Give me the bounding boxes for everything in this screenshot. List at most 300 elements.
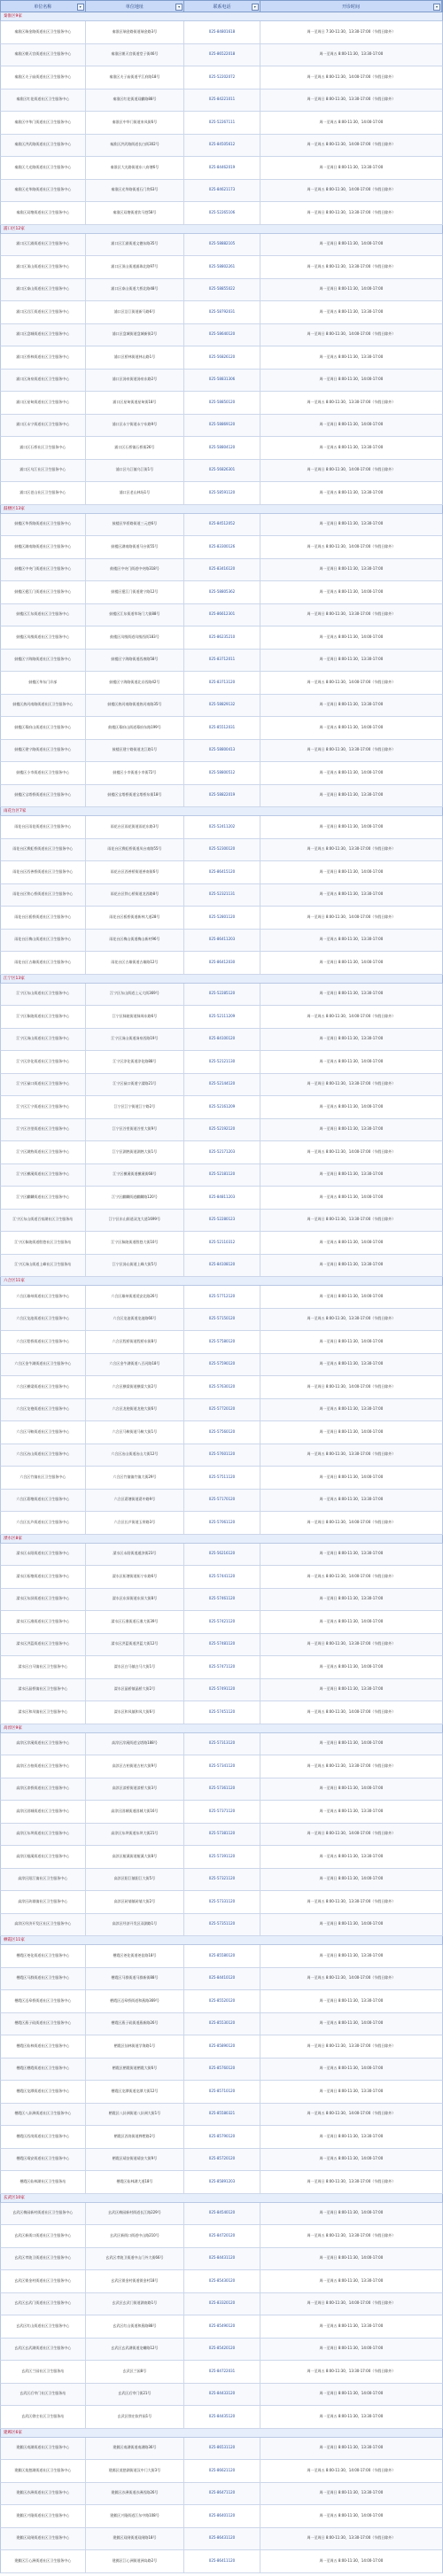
column-header-label: 开诊时间 [341, 4, 360, 10]
cell-hours: 周一至周日 8:00-11:30，14:00-17:00 [319, 823, 384, 829]
cell-phone[interactable]: 025-58805362 [184, 581, 260, 603]
cell-address: 雨花台区雨花街道雨花东路3号 [86, 816, 185, 838]
cell-phone[interactable]: 025-84722031 [184, 2361, 260, 2383]
cell-name: 秦淮区夫子庙街道社区卫生服务中心 [1, 66, 86, 89]
cell-name: 鼓楼区建宁路街道社区卫生服务中心 [1, 740, 86, 762]
cell-phone[interactable]: 025-58800413 [184, 740, 260, 762]
cell-phone[interactable]: 025-58850120 [184, 392, 260, 414]
table-row [0, 2149, 443, 2172]
cell-address: 鼓楼区建宁路街道龙江路1号 [86, 740, 185, 762]
cell-phone[interactable]: 025-57630120 [184, 1376, 260, 1398]
cell-address: 雨花台区古雄街道古雄路12号 [86, 952, 185, 974]
table-row [0, 1354, 443, 1377]
table-row [0, 157, 443, 180]
cell-phone[interactable]: 025-56216120 [184, 1544, 260, 1566]
cell-address: 雨花台区赛虹桥街道凤台南路55号 [86, 839, 185, 861]
cell-name: 六合区金牛湖街道社区卫生服务中心 [1, 1354, 86, 1376]
cell-phone[interactable]: 025-86522018 [184, 44, 260, 66]
cell-address: 溧水区晶桥镇晶桥大街2号 [86, 1679, 185, 1701]
column-header-address[interactable] [86, 1, 185, 12]
cell-address: 浦口区江浦街道文德东路35号 [86, 234, 185, 256]
cell-hours: 周一至周日 8:00-11:30，13:30-17:00 [319, 566, 384, 572]
cell-address: 六合区横梁街道横梁大街2号 [86, 1376, 185, 1398]
cell-phone[interactable]: 025-52801120 [184, 907, 260, 929]
cell-address: 建邺区江心洲街道洲岛路2号 [86, 2550, 185, 2572]
cell-hours: 周一至周五 8:00-11:30，13:30-17:00 [319, 1406, 384, 1412]
cell-phone[interactable]: 025-57421120 [184, 1611, 260, 1633]
cell-hours: 周一至周日 8:00-11:30，14:00-17:00（节假日除外） [307, 467, 396, 472]
cell-phone[interactable]: 025-57351120 [184, 1914, 260, 1936]
cell-phone[interactable]: 025-58591120 [184, 482, 260, 504]
cell-phone[interactable]: 025-52161209 [184, 1096, 260, 1118]
cell-phone[interactable]: 025-57170120 [184, 1490, 260, 1512]
cell-phone[interactable]: 025-86411203 [184, 930, 260, 952]
cell-hours: 周一至周五 8:00-11:30，13:30-17:00（节假日除外） [307, 2232, 396, 2237]
cell-address: 栖霞区仙林街道学海路1号 [86, 2035, 185, 2058]
cell-hours: 周一至周日 8:00-11:30，13:30-17:00（节假日除外） [307, 747, 396, 752]
cell-phone[interactable]: 025-85760120 [184, 2058, 260, 2081]
cell-name: 建邺区江心洲街道社区卫生服务中心 [1, 2550, 86, 2572]
cell-phone[interactable]: 025-56826120 [184, 346, 260, 369]
cell-phone[interactable]: 025-84462019 [184, 157, 260, 179]
cell-hours: 周一至周五 8:00-11:30，13:30-17:00 [319, 1361, 384, 1366]
cell-address: 玄武区梅园新村街道长江路229号 [86, 2203, 185, 2225]
cell-name: 高淳区桠溪街道社区卫生服务中心 [1, 1846, 86, 1868]
cell-phone[interactable]: 025-58802261 [184, 256, 260, 278]
cell-phone[interactable]: 025-57381120 [184, 1824, 260, 1846]
cell-name: 六合区长芦街道社区卫生服务中心 [1, 1512, 86, 1534]
cell-address: 玄武区锁金村街道锁金村18号 [86, 2270, 185, 2292]
cell-phone[interactable]: 025-57720120 [184, 1399, 260, 1421]
cell-hours: 周一至周五 8:00-11:30，14:00-17:00 [319, 634, 384, 639]
cell-address: 江宁区麒麟街道麒麟路120号 [86, 1187, 185, 1209]
cell-phone[interactable]: 025-52121130 [184, 1051, 260, 1073]
cell-address: 浦口区老山林场1号 [86, 482, 185, 504]
cell-phone[interactable]: 025-58822019 [184, 785, 260, 807]
cell-name: 秦淮区红花街道社区卫生服务中心 [1, 89, 86, 112]
cell-address: 江宁区汤山街道汤泉西路19号 [86, 1029, 185, 1051]
cell-hours: 周一至周五 8:00-11:30，13:30-17:00 [319, 308, 384, 314]
cell-phone[interactable]: 025-84811203 [184, 1187, 260, 1209]
cell-address: 玄武区红山街道和燕路88号 [86, 2315, 185, 2338]
cell-phone[interactable]: 025-58829132 [184, 695, 260, 717]
table-row [0, 581, 443, 604]
cell-name: 六合区横梁街道社区卫生服务中心 [1, 1376, 86, 1398]
table-row [0, 2248, 443, 2271]
cell-phone[interactable]: 025-85580120 [184, 1945, 260, 1967]
table-row [0, 1701, 443, 1724]
cell-name: 秦淮区朝天宫街道社区卫生服务中心 [1, 44, 86, 66]
cell-hours: 周一至周日 8:00-11:30，14:00-17:00 [319, 1740, 384, 1746]
cell-phone[interactable]: 025-85430120 [184, 2270, 260, 2292]
cell-phone[interactable]: 025-83713120 [184, 672, 260, 694]
table-row [0, 1029, 443, 1052]
cell-hours: 周一至周五 8:00-11:30，13:30-17:00 [319, 2413, 384, 2418]
cell-phone[interactable]: 025-58855022 [184, 279, 260, 301]
cell-phone[interactable]: 025-57590120 [184, 1354, 260, 1376]
cell-phone[interactable]: 025-52192120 [184, 1119, 260, 1141]
cell-phone[interactable]: 025-57580120 [184, 1331, 260, 1353]
cell-phone[interactable]: 025-83416120 [184, 559, 260, 581]
cell-phone[interactable]: 025-84801618 [184, 21, 260, 43]
cell-phone[interactable]: 025-52171203 [184, 1141, 260, 1163]
cell-phone[interactable]: 025-57441120 [184, 1566, 260, 1588]
cell-phone[interactable]: 025-84100120 [184, 1029, 260, 1051]
cell-phone[interactable]: 025-86235210 [184, 626, 260, 649]
cell-phone[interactable]: 025-84431120 [184, 2248, 260, 2270]
cell-phone[interactable]: 025-52280123 [184, 1210, 260, 1232]
cell-phone[interactable]: 025-57150120 [184, 1309, 260, 1331]
cell-address: 浦口区汤泉街道汤泉东路2号 [86, 370, 185, 392]
cell-phone[interactable]: 025-85490120 [184, 2315, 260, 2338]
table-row [0, 1566, 443, 1589]
table-row [0, 1006, 443, 1029]
cell-address: 浦口区顶山街道浦珠北路97号 [86, 256, 185, 278]
cell-phone[interactable]: 025-85512031 [184, 717, 260, 739]
cell-hours: 周一至周五 8:00-11:30，14:00-17:00 [319, 724, 384, 729]
cell-hours: 周一至周日 8:00-11:30，13:30-17:00 [319, 521, 384, 526]
cell-name: 雨花台区赛虹桥街道社区卫生服务中心 [1, 839, 86, 861]
cell-phone[interactable]: 025-57560120 [184, 1421, 260, 1444]
table-row [0, 1164, 443, 1187]
cell-name: 六合区竹镇社区卫生服务中心 [1, 1467, 86, 1489]
cell-phone[interactable]: 025-52265106 [184, 202, 260, 224]
cell-phone[interactable]: 025-52285120 [184, 984, 260, 1006]
cell-phone[interactable]: 025-86531120 [184, 2438, 260, 2460]
cell-name: 浦口区永宁街道社区卫生服务中心 [1, 415, 86, 437]
cell-phone[interactable]: 025-57451120 [184, 1701, 260, 1724]
cell-address: 鼓楼区凤凰街道凤凰西街183号 [86, 626, 185, 649]
cell-address: 建邺区沙洲街道沙洲西路26号 [86, 2483, 185, 2505]
table-row [0, 346, 443, 370]
cell-name: 鼓楼区中央门街道社区卫生服务中心 [1, 559, 86, 581]
column-header-label: 单位名称 [34, 4, 52, 10]
cell-hours: 周一至周日 7:30-11:30，13:30-17:00（节假日除外） [307, 28, 396, 34]
cell-address: 江宁区东山街道双龙大道1699号 [86, 1210, 185, 1232]
table-row [0, 1611, 443, 1634]
cell-hours: 周一至周五 8:00-11:30，14:00-17:00 [319, 769, 384, 774]
cell-hours: 周一至周五 8:00-11:30，14:00-17:00（节假日除外） [307, 1013, 396, 1018]
cell-name: 栖霞区燕子矶街道社区卫生服务中心 [1, 2013, 86, 2035]
cell-hours: 周一至周日 8:00-11:30，14:00-17:00 [319, 286, 384, 292]
cell-address: 鼓楼区挹江门街道建宁路12号 [86, 581, 185, 603]
cell-name: 秦淮区双塘街道社区卫生服务中心 [1, 202, 86, 224]
cell-address: 浦口区石桥镇石桥街26号 [86, 437, 185, 459]
cell-hours: 周一至周日 8:00-11:30，13:30-17:00 [319, 1262, 384, 1267]
cell-hours: 周一至周日 8:00-11:30，14:00-17:00（节假日除外） [307, 1831, 396, 1836]
cell-address: 鼓楼区幕府山街道幕府东路199号 [86, 717, 185, 739]
cell-address: 浦口区乌江镇乌江街1号 [86, 460, 185, 482]
table-row [0, 2460, 443, 2483]
filter-dropdown-icon[interactable]: ▾ [433, 4, 440, 11]
cell-address: 六合区长芦街道玉带路3号 [86, 1512, 185, 1534]
cell-phone[interactable]: 025-57712120 [184, 1286, 260, 1308]
cell-phone[interactable]: 025-86471120 [184, 2483, 260, 2505]
table-row [0, 884, 443, 907]
cell-address: 高淳区砖墙镇砖墙大街2号 [86, 1891, 185, 1913]
cell-phone[interactable]: 025-84433120 [184, 2384, 260, 2406]
cell-phone[interactable]: 025-57313120 [184, 1733, 260, 1755]
cell-phone[interactable]: 025-52110312 [184, 1232, 260, 1254]
cell-phone[interactable]: 025-86415120 [184, 861, 260, 883]
cell-name: 秦淮区大光路街道社区卫生服务中心 [1, 157, 86, 179]
cell-phone[interactable]: 025-85420120 [184, 2339, 260, 2361]
table-row [0, 1824, 443, 1847]
table-row [0, 1376, 443, 1399]
cell-phone[interactable]: 025-84512052 [184, 514, 260, 536]
cell-address: 鼓楼区宁海路街道北京西路42号 [86, 672, 185, 694]
cell-hours: 周一至周日 8:00-11:30，13:30-17:00 [319, 991, 384, 996]
table-row [0, 2315, 443, 2339]
cell-name: 玄武区兰园社区卫生服务站 [1, 2361, 86, 2383]
cell-phone[interactable]: 025-57321120 [184, 1869, 260, 1891]
cell-address: 秦淮区光华路街道石门坎63号 [86, 180, 185, 202]
cell-phone[interactable]: 025-52111209 [184, 1006, 260, 1028]
cell-address: 高淳区阳江镇阳江大街5号 [86, 1869, 185, 1891]
cell-name: 江宁区东山街道社区卫生服务中心 [1, 984, 86, 1006]
cell-hours: 周一至周日 8:00-11:30，13:30-17:00（节假日除外） [307, 611, 396, 617]
table-row [0, 1914, 443, 1937]
cell-name: 建邺区双闸街道社区卫生服务中心 [1, 2528, 86, 2550]
cell-phone[interactable]: 025-84505612 [184, 135, 260, 157]
cell-address: 六合区程桥街道程桥东街8号 [86, 1331, 185, 1353]
cell-phone[interactable]: 025-57461120 [184, 1589, 260, 1611]
cell-phone[interactable]: 025-84720120 [184, 2225, 260, 2247]
cell-phone[interactable]: 025-57371120 [184, 1801, 260, 1823]
cell-hours: 周一至周日 8:00-11:30，14:00-17:00 [319, 1428, 384, 1434]
column-header-name[interactable] [1, 1, 86, 12]
cell-phone[interactable]: 025-85790120 [184, 2126, 260, 2148]
cell-phone[interactable]: 025-58831306 [184, 370, 260, 392]
section-header: 玄武区10家 [0, 2194, 443, 2203]
cell-phone[interactable]: 025-84435120 [184, 2406, 260, 2428]
cell-phone[interactable]: 025-83320120 [184, 2293, 260, 2315]
cell-name: 秦淮区光华路街道社区卫生服务中心 [1, 180, 86, 202]
cell-name: 雨花台区板桥街道社区卫生服务中心 [1, 907, 86, 929]
cell-hours: 周一至周五 8:00-11:30，13:30-17:00（节假日除外） [307, 263, 396, 268]
cell-name: 玄武区锁金村街道社区卫生服务中心 [1, 2270, 86, 2292]
cell-name: 浦口区桥林街道社区卫生服务中心 [1, 346, 86, 369]
table-row [0, 2361, 443, 2384]
cell-hours: 周一至周五 8:00-11:30，13:30-17:00 [319, 937, 384, 942]
cell-name: 雨花台区铁心桥街道社区卫生服务中心 [1, 884, 86, 907]
cell-hours: 周一至周五 8:00-11:30，14:00-17:00（节假日除外） [307, 2111, 396, 2116]
cell-phone[interactable]: 025-84410120 [184, 1968, 260, 1990]
cell-hours: 周一至周五 8:00-11:30，14:00-17:00 [319, 2066, 384, 2071]
cell-phone[interactable]: 025-85891203 [184, 2171, 260, 2193]
cell-name: 江宁区谷里街道社区卫生服务中心 [1, 1119, 86, 1141]
table-row [0, 2483, 443, 2506]
cell-phone[interactable]: 025-58792031 [184, 301, 260, 323]
table-row [0, 1801, 443, 1824]
cell-hours: 周一至周日 8:00-11:30，14:00-17:00 [319, 2391, 384, 2396]
cell-address: 秦淮区瑞金路街道瑞金路3号 [86, 21, 185, 43]
cell-name: 秦淮区瑞金路街道社区卫生服务中心 [1, 21, 86, 43]
cell-phone[interactable]: 025-84108120 [184, 1255, 260, 1277]
cell-address: 鼓楼区热河南路街道热河南路35号 [86, 695, 185, 717]
cell-phone[interactable]: 025-52321131 [184, 884, 260, 907]
cell-name: 江宁区汤山街道社区卫生服务中心 [1, 1029, 86, 1051]
cell-phone[interactable]: 025-57471120 [184, 1656, 260, 1678]
cell-hours: 周一至周日 8:00-11:30，13:30-17:00（节假日除外） [307, 209, 396, 214]
cell-name: 鼓楼区华东门诊部 [1, 672, 86, 694]
table-row [0, 861, 443, 884]
cell-phone[interactable]: 025-52144120 [184, 1074, 260, 1096]
cell-phone[interactable]: 025-57491120 [184, 1679, 260, 1701]
cell-hours: 周一至周五 8:00-11:30，14:00-17:00 [319, 1618, 384, 1623]
cell-hours: 周一至周五 8:00-11:30，13:30-17:00 [319, 1808, 384, 1813]
cell-phone[interactable]: 025-58804120 [184, 437, 260, 459]
cell-name: 玄武区红山街道社区卫生服务中心 [1, 2315, 86, 2338]
cell-phone[interactable]: 025-52411202 [184, 816, 260, 838]
column-header-hours[interactable] [260, 1, 442, 12]
table-row [0, 816, 443, 839]
cell-name: 栖霞区栖霞街道社区卫生服务中心 [1, 2058, 86, 2081]
cell-name: 六合区程桥街道社区卫生服务中心 [1, 1331, 86, 1353]
section-header: 雨花台区7家 [0, 807, 443, 816]
cell-hours: 周一至周日 8:00-11:30，13:30-17:00 [319, 1171, 384, 1177]
cell-phone[interactable]: 025-85520120 [184, 1990, 260, 2012]
cell-name: 六合区冶山街道社区卫生服务中心 [1, 1444, 86, 1467]
cell-address: 秦淮区夫子庙街道平江府路18号 [86, 66, 185, 89]
table-row [0, 1141, 443, 1164]
cell-address: 六合区竹镇镇竹镇大街29号 [86, 1467, 185, 1489]
cell-address: 高淳区淳溪街道宝塔路188号 [86, 1733, 185, 1755]
cell-hours: 周一至周五 8:00-11:30，14:00-17:00 [319, 2020, 384, 2026]
cell-hours: 周一至周五 8:00-11:30，14:00-17:00（节假日除外） [307, 1975, 396, 1981]
cell-address: 鼓楼区华侨路街道三元巷6号 [86, 514, 185, 536]
cell-name: 江宁区秣陵街道社区卫生服务中心 [1, 1006, 86, 1028]
cell-phone[interactable]: 025-57391120 [184, 1846, 260, 1868]
cell-phone[interactable]: 025-52300120 [184, 839, 260, 861]
cell-phone[interactable]: 025-56826301 [184, 460, 260, 482]
table-row [0, 514, 443, 537]
cell-name: 鼓楼区凤凰街道社区卫生服务中心 [1, 626, 86, 649]
cell-phone[interactable]: 025-57331120 [184, 1891, 260, 1913]
table-row [0, 89, 443, 113]
cell-name: 江宁区汤山街道上峰社区卫生服务站 [1, 1255, 86, 1277]
table-row [0, 930, 443, 953]
cell-phone[interactable]: 025-85710120 [184, 2081, 260, 2103]
cell-hours: 周一至周五 8:00-11:30，14:00-17:00 [319, 2557, 384, 2563]
cell-name: 鼓楼区江东街道社区卫生服务中心 [1, 604, 86, 626]
cell-hours: 周一至周日 8:00-11:30，13:30-17:00（节假日除外） [307, 1081, 396, 1086]
cell-phone[interactable]: 025-58869120 [184, 415, 260, 437]
cell-phone[interactable]: 025-86401120 [184, 2505, 260, 2527]
table-row [0, 604, 443, 627]
cell-address: 高淳区桠溪街道桠溪大街8号 [86, 1846, 185, 1868]
cell-phone[interactable]: 025-52202072 [184, 66, 260, 89]
table-row [0, 672, 443, 695]
cell-name: 浦口区盘城街道社区卫生服务中心 [1, 324, 86, 346]
cell-address: 溧水区柘塘街道柘宁东路6号 [86, 1566, 185, 1588]
cell-phone[interactable]: 025-86621120 [184, 2460, 260, 2482]
cell-hours: 周一至周五 8:00-11:30，14:00-17:00 [319, 1103, 384, 1109]
cell-phone[interactable]: 025-85530120 [184, 2013, 260, 2035]
cell-hours: 周一至周五 8:00-11:30，14:00-17:00（节假日除外） [307, 543, 396, 549]
cell-phone[interactable]: 025-58800512 [184, 762, 260, 784]
cell-name: 鼓楼区小市街道社区卫生服务中心 [1, 762, 86, 784]
cell-phone[interactable]: 025-85580321 [184, 2104, 260, 2126]
table-row [0, 717, 443, 740]
cell-phone[interactable]: 025-52267111 [184, 112, 260, 134]
column-header-phone[interactable] [184, 1, 260, 12]
table-row [0, 437, 443, 460]
filter-dropdown-icon[interactable]: ▾ [77, 4, 84, 11]
cell-address: 浦口区泰山街道大桥北路48号 [86, 279, 185, 301]
cell-name: 高淳区砖墙镇社区卫生服务中心 [1, 1891, 86, 1913]
cell-hours: 周一至周五 8:00-11:30，14:00-17:00（节假日除外） [307, 74, 396, 79]
cell-address: 雨花台区西善桥街道善南街6号 [86, 861, 185, 883]
cell-phone[interactable]: 025-86612301 [184, 604, 260, 626]
filter-dropdown-icon[interactable]: ▾ [252, 4, 259, 11]
cell-address: 玄武区孝陵卫街道中山门外大街66号 [86, 2248, 185, 2270]
cell-phone[interactable]: 025-52181120 [184, 1164, 260, 1187]
cell-hours: 周一至周日 8:00-11:30，13:30-17:00（节假日除外） [307, 1217, 396, 1222]
cell-phone[interactable]: 025-57341120 [184, 1755, 260, 1778]
section-header: 江宁区13家 [0, 975, 443, 984]
filter-dropdown-icon[interactable]: ▾ [175, 4, 183, 11]
cell-phone[interactable]: 025-57361120 [184, 1778, 260, 1801]
cell-hours: 周一至周日 8:00-11:30，14:00-17:00 [319, 1474, 384, 1479]
section-header: 高淳区9家 [0, 1724, 443, 1733]
table-row [0, 2081, 443, 2104]
cell-name: 建邺区兴隆街道社区卫生服务中心 [1, 2505, 86, 2527]
cell-name: 六合区葛塘街道社区卫生服务中心 [1, 1490, 86, 1512]
table-row [0, 740, 443, 763]
table-row [0, 460, 443, 483]
cell-phone[interactable]: 025-85890120 [184, 2035, 260, 2058]
table-row [0, 1119, 443, 1142]
table-row [0, 2104, 443, 2127]
cell-phone[interactable]: 025-58640120 [184, 324, 260, 346]
cell-phone[interactable]: 025-57481120 [184, 1634, 260, 1656]
cell-phone[interactable]: 025-57511120 [184, 1467, 260, 1489]
cell-name: 栖霞区仙林街道社区卫生服务中心 [1, 2035, 86, 2058]
cell-phone[interactable]: 025-85720120 [184, 2149, 260, 2171]
cell-hours: 周一至周日 8:00-11:30，14:00-17:00（节假日除外） [307, 914, 396, 919]
cell-address: 鼓楼区江东街道草场门大街88号 [86, 604, 185, 626]
cell-name: 鼓楼区宝塔桥街道社区卫生服务中心 [1, 785, 86, 807]
cell-phone[interactable]: 025-58882105 [184, 234, 260, 256]
cell-phone[interactable]: 025-86431120 [184, 2528, 260, 2550]
cell-phone[interactable]: 025-84540120 [184, 2203, 260, 2225]
cell-name: 浦口区顶山街道社区卫生服务中心 [1, 256, 86, 278]
cell-address: 秦淮区朝天宫街道堂子街46号 [86, 44, 185, 66]
cell-address: 浦口区永宁街道永宁东路9号 [86, 415, 185, 437]
cell-hours: 周一至周五 8:00-11:30，14:00-17:00 [319, 1058, 384, 1063]
cell-hours: 周一至周五 8:00-11:30，13:30-17:00（节假日除外） [307, 1316, 396, 1321]
cell-name: 鼓楼区挹江门街道社区卫生服务中心 [1, 581, 86, 603]
table-row [0, 1544, 443, 1567]
table-row [0, 1733, 443, 1756]
cell-name: 鼓楼区幕府山街道社区卫生服务中心 [1, 717, 86, 739]
table-row [0, 1309, 443, 1332]
cell-address: 雨花台区板桥街道新林大道28号 [86, 907, 185, 929]
cell-phone[interactable]: 025-84621173 [184, 180, 260, 202]
cell-phone[interactable]: 025-86412030 [184, 952, 260, 974]
cell-address: 玄武区玄武湖街道龙蟠路12号 [86, 2339, 185, 2361]
cell-phone[interactable]: 025-57061120 [184, 1512, 260, 1534]
cell-phone[interactable]: 025-57601120 [184, 1444, 260, 1467]
cell-phone[interactable]: 025-86411120 [184, 2550, 260, 2572]
cell-hours: 周一至周五 8:00-11:30，14:00-17:00 [319, 2156, 384, 2161]
table-row [0, 1512, 443, 1535]
cell-phone[interactable]: 025-83712011 [184, 650, 260, 672]
cell-phone[interactable]: 025-83300126 [184, 536, 260, 558]
cell-hours: 周一至周日 8:00-11:30，13:30-17:00 [319, 1126, 384, 1132]
cell-phone[interactable]: 025-84221011 [184, 89, 260, 112]
